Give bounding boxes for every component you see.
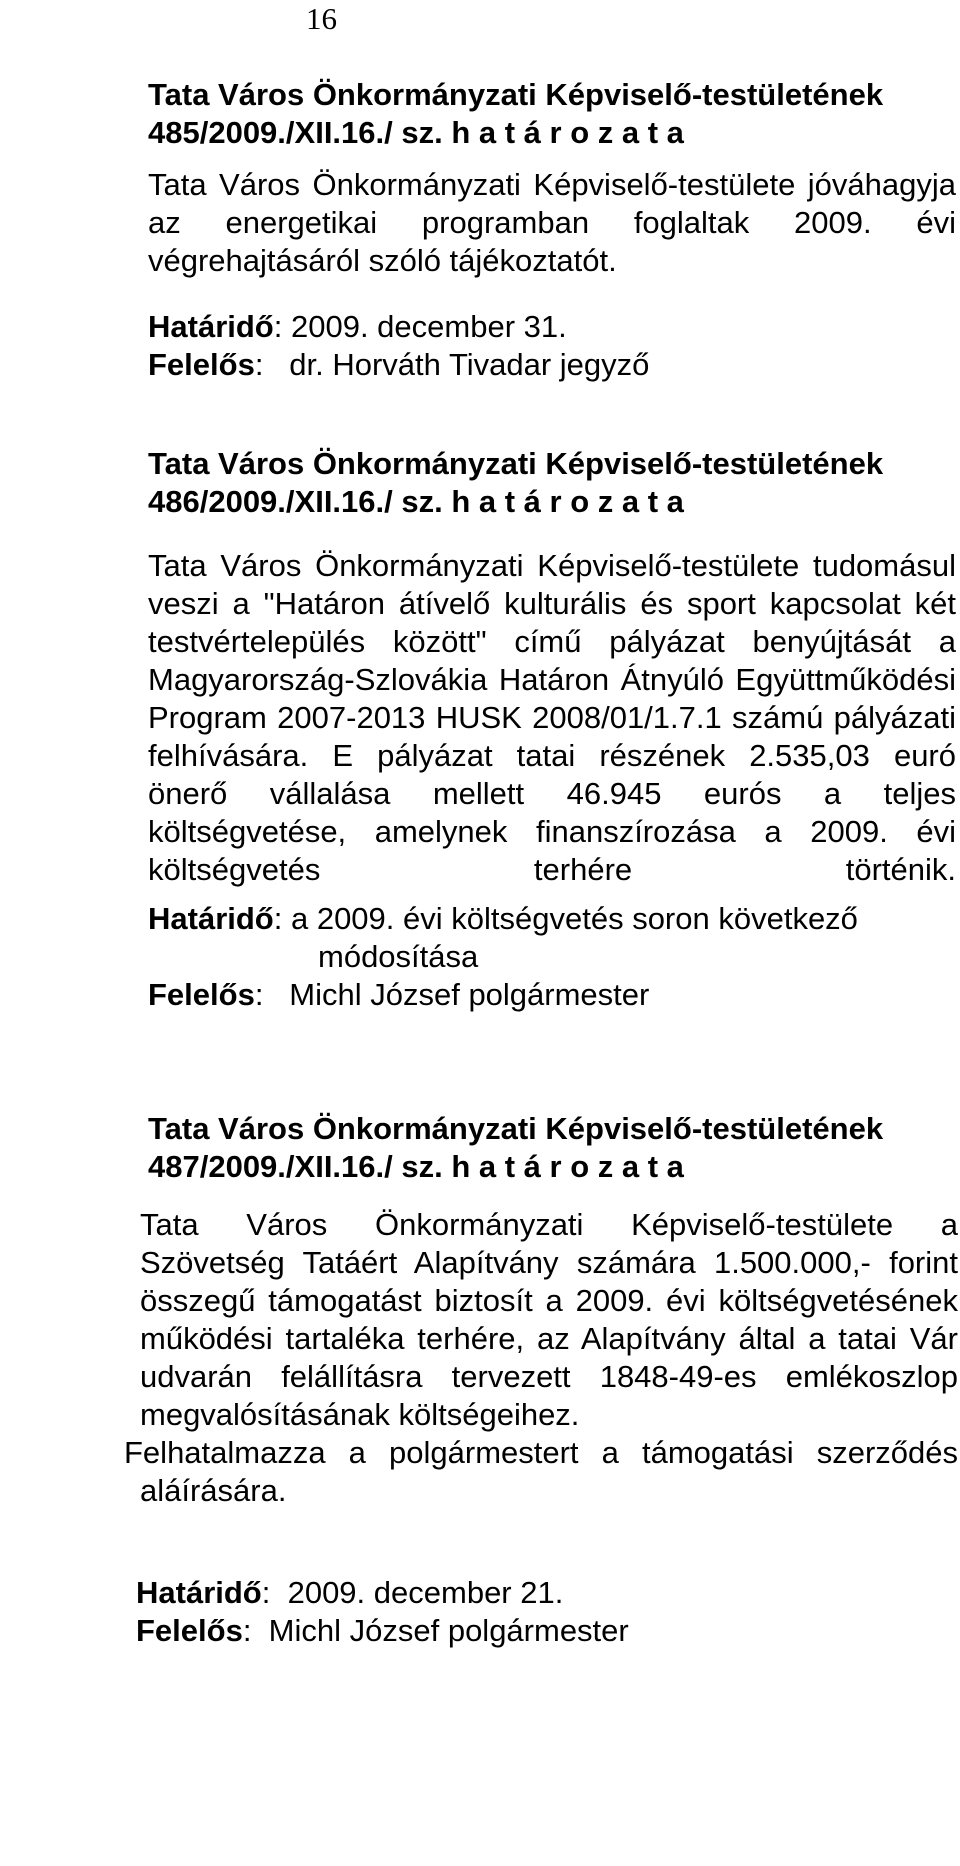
responsible-value: : Michl József polgármester xyxy=(254,977,650,1012)
body-line: felhívására. E pályázat tatai részének 2.535,03 euró xyxy=(148,738,956,773)
body-line: Tata Város Önkormányzati Képviselő-testülete tudomásul xyxy=(148,548,956,583)
body-line: Felhatalmazza a polgármestert a támogatási szerződés xyxy=(124,1435,958,1470)
responsible-label: Felelős xyxy=(148,977,255,1012)
body-line: végrehajtásáról szóló tájékoztatót. xyxy=(148,243,617,278)
resolution-heading-line2: 485/2009./XII.16./ sz. h a t á r o z a t a xyxy=(148,115,684,150)
resolution-heading-line1: Tata Város Önkormányzati Képviselő-testületének xyxy=(148,77,884,112)
resolution-heading-line2: 486/2009./XII.16./ sz. h a t á r o z a t a xyxy=(148,484,684,519)
responsible-row xyxy=(148,346,956,384)
resolution-487-body xyxy=(140,1206,958,1434)
deadline-label: Határidő xyxy=(148,309,274,344)
resolution-486-footer xyxy=(148,900,956,1014)
resolution-heading-line1: Tata Város Önkormányzati Képviselő-testületének xyxy=(148,446,884,481)
responsible-label: Felelős xyxy=(148,347,255,382)
body-line: Szövetség Tatáért Alapítvány számára 1.500.000,- forint xyxy=(140,1245,958,1280)
body-line: Program 2007-2013 HUSK 2008/01/1.7.1 számú pályázati xyxy=(148,700,956,735)
body-line: az energetikai programban foglaltak 2009. évi xyxy=(148,205,956,240)
body-line: működési tartaléka terhére, az Alapítvány által a tatai Vár xyxy=(140,1321,958,1356)
resolution-heading-line2: 487/2009./XII.16./ sz. h a t á r o z a t a xyxy=(148,1149,684,1184)
body-line: aláírására. xyxy=(140,1473,287,1508)
body-line: összegű támogatást biztosít a 2009. évi költségvetésének xyxy=(140,1283,958,1318)
resolution-487 xyxy=(148,1110,956,1186)
resolution-485-footer xyxy=(148,308,956,384)
resolution-485 xyxy=(148,76,956,152)
responsible-row xyxy=(136,1612,944,1650)
resolution-486 xyxy=(148,445,956,521)
deadline-value: : 2009. december 21. xyxy=(261,1575,564,1610)
deadline-row xyxy=(148,308,956,346)
body-line: megvalósításának költségeihez. xyxy=(140,1397,580,1432)
resolution-487-footer xyxy=(136,1574,944,1650)
body-line: önerő vállalása mellett 46.945 eurós a teljes xyxy=(148,776,956,811)
deadline-row xyxy=(148,900,956,938)
resolution-heading-line1: Tata Város Önkormányzati Képviselő-testületének xyxy=(148,1111,884,1146)
body-line: költségvetése, amelynek finanszírozása a 2009. évi xyxy=(148,814,956,849)
body-line: Magyarország-Szlovákia Határon Átnyúló Együttműködési xyxy=(148,662,956,697)
resolution-486-body xyxy=(148,547,956,889)
resolution-485-body xyxy=(148,166,956,280)
page-number: 16 xyxy=(306,1,337,36)
deadline-row xyxy=(136,1574,944,1612)
responsible-value: : dr. Horváth Tivadar jegyző xyxy=(254,347,650,382)
responsible-value: : Michl József polgármester xyxy=(242,1613,629,1648)
deadline-value-continued: módosítása xyxy=(318,939,479,974)
resolution-487-authorization xyxy=(124,1434,958,1510)
responsible-row xyxy=(148,976,956,1014)
body-line: költségvetés terhére történik. xyxy=(148,852,956,887)
body-line: udvarán felállításra tervezett 1848-49-es emlékoszlop xyxy=(140,1359,958,1394)
body-line: veszi a "Határon átívelő kulturális és sport kapcsolat két xyxy=(148,586,956,621)
deadline-label: Határidő xyxy=(136,1575,262,1610)
deadline-label: Határidő xyxy=(148,901,274,936)
deadline-value: : a 2009. évi költségvetés soron következő xyxy=(273,901,858,936)
responsible-label: Felelős xyxy=(136,1613,243,1648)
body-line: Tata Város Önkormányzati Képviselő-testülete a xyxy=(140,1207,958,1242)
body-line: Tata Város Önkormányzati Képviselő-testülete jóváhagyja xyxy=(148,167,956,202)
body-line: testvértelepülés között" című pályázat benyújtását a xyxy=(148,624,956,659)
deadline-value: : 2009. december 31. xyxy=(273,309,567,344)
